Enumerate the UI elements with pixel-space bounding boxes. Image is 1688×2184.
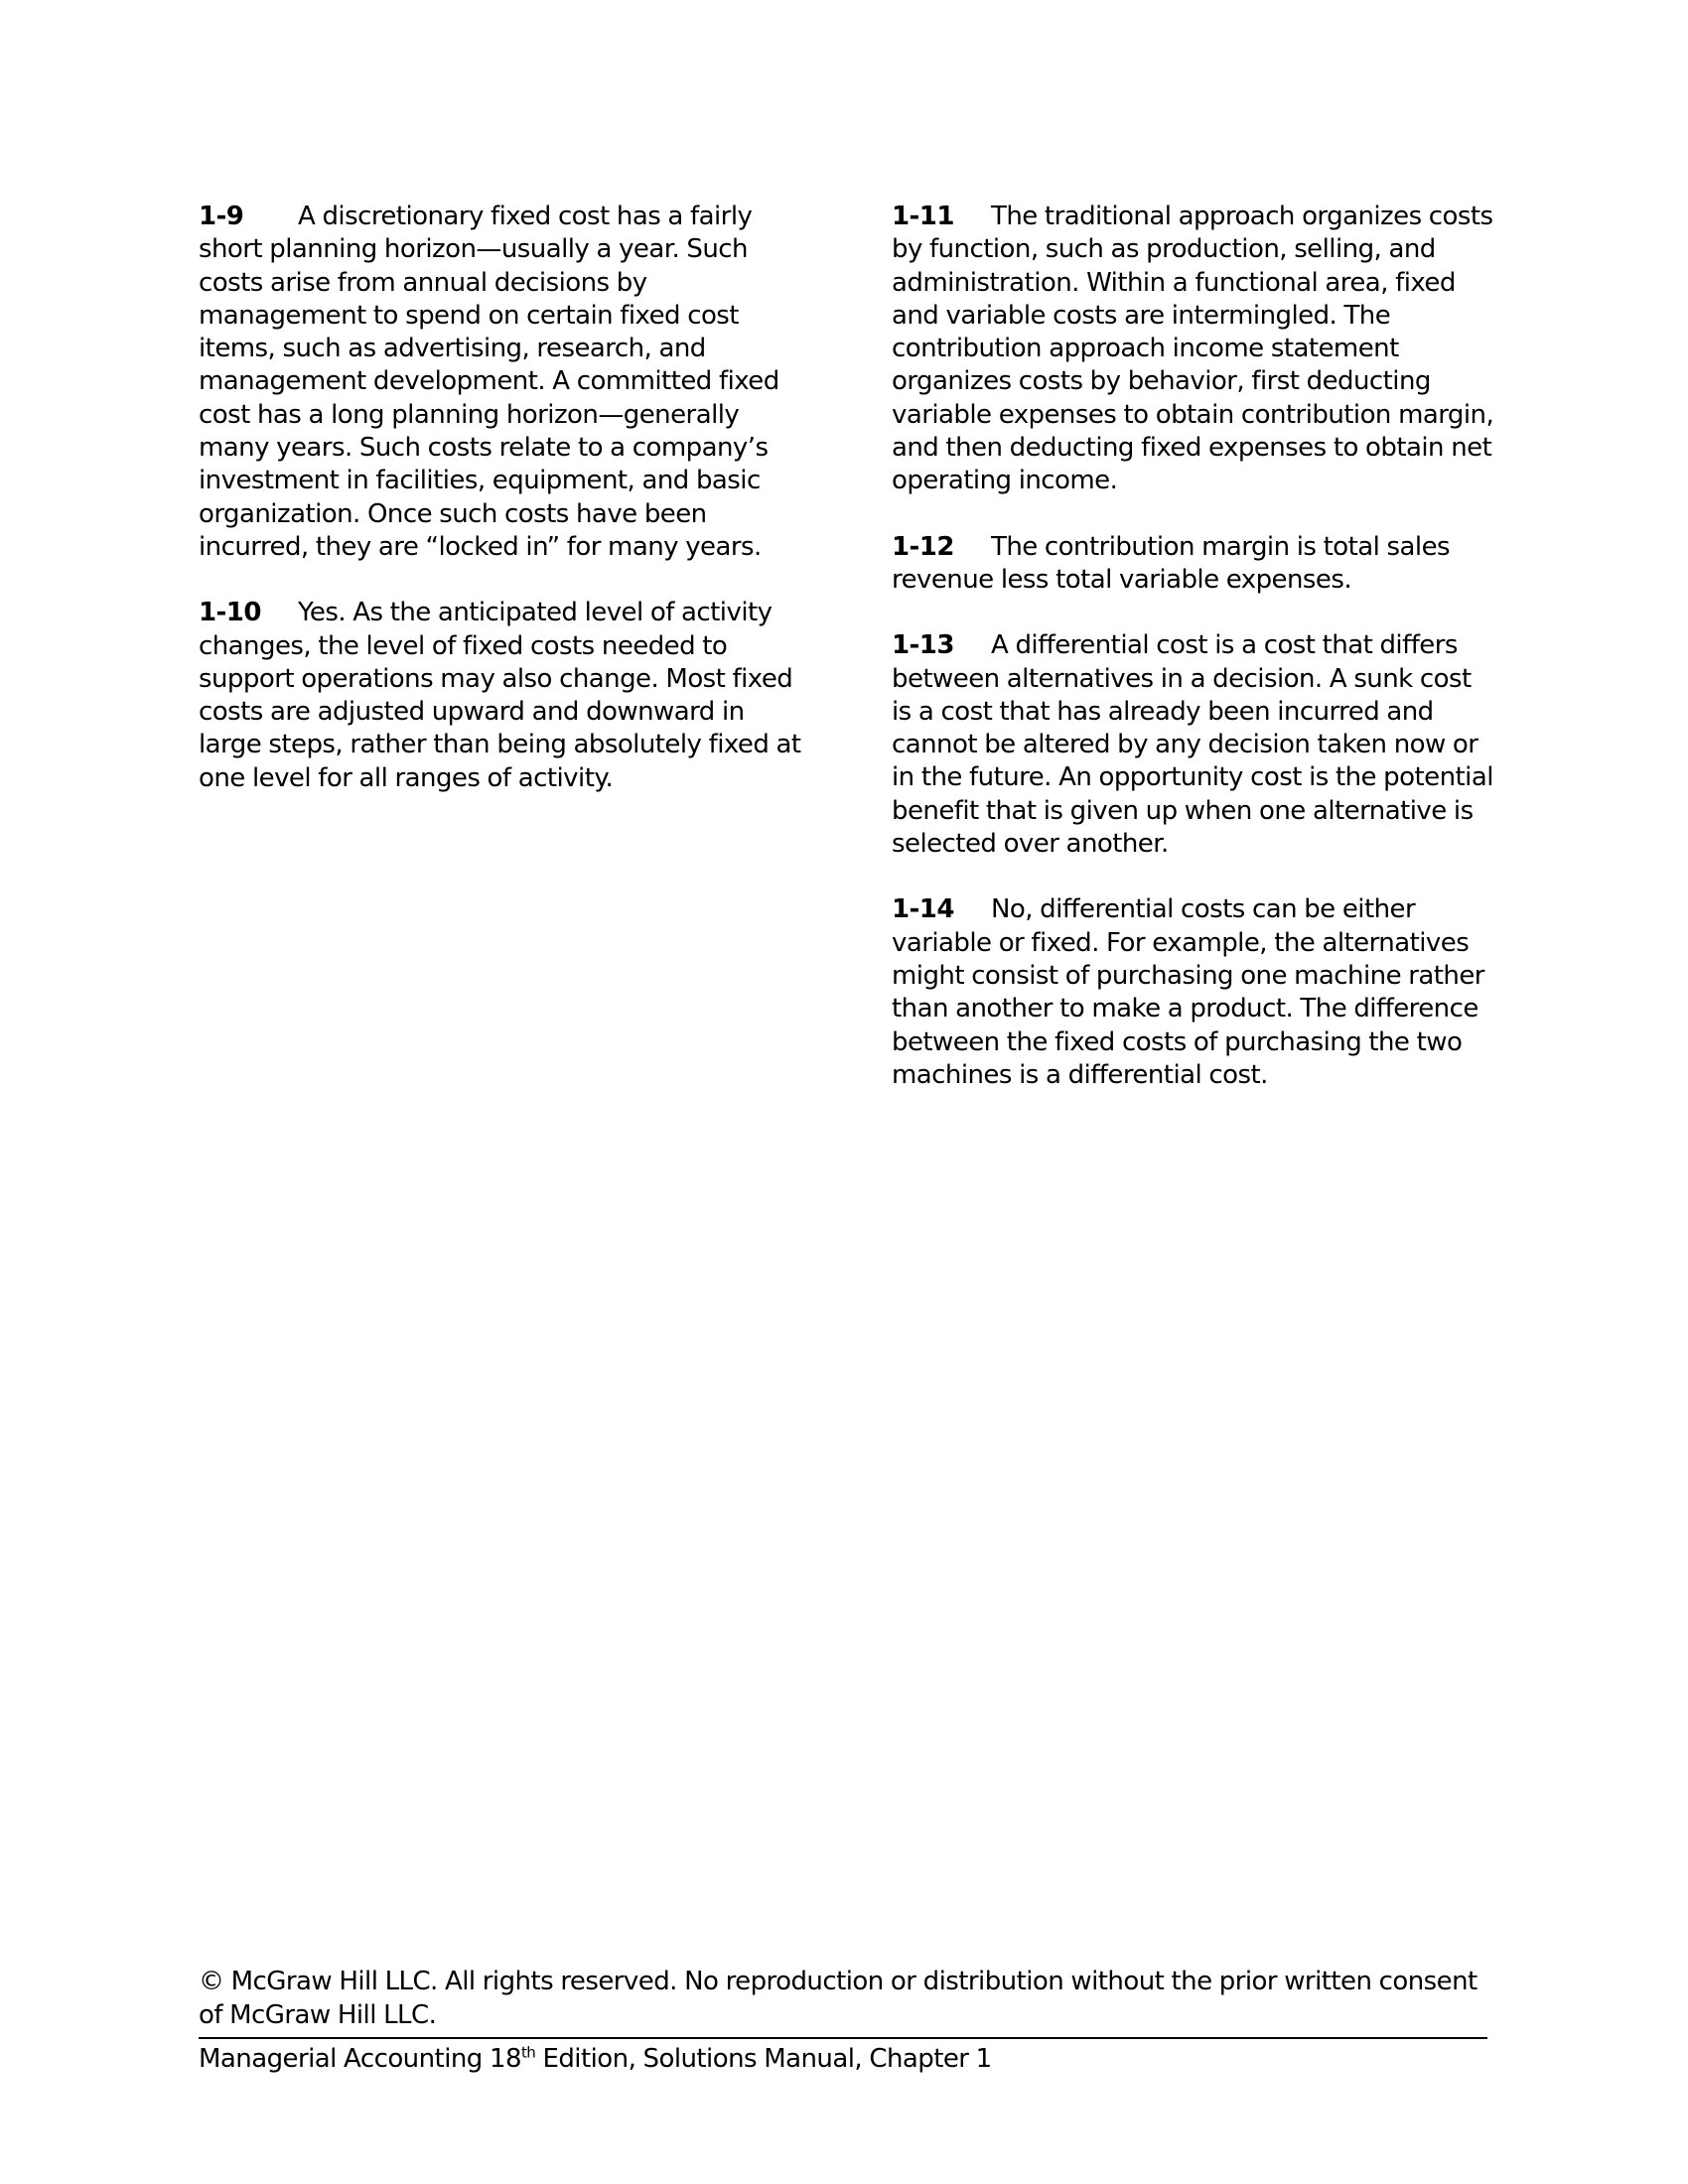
answer-text: A discretionary fixed cost has a fairly short planning horizon—usually a year. Such costs arise from annual decisions by management to spend on certain fixed cost items, such as advertising, research, and management development. A committed fixed cost has a long planning horizon—generally many years. Such costs relate to a company’s investment in facilities, equipment, and basic organization. Once such costs have been incurred, they are “locked in” for many years. <box>199 202 779 562</box>
book-title-prefix: Managerial Accounting 18 <box>199 2044 521 2074</box>
answer-text: A differential cost is a cost that differs between alternatives in a decision. A sunk cost is a cost that has already been incurred and cannot be altered by any decision taken now or in the future. An opportunity cost is the potential benefit that is given up when one alternative is selected over another. <box>892 630 1493 860</box>
question-number: 1-9 <box>199 202 244 231</box>
answer-1-13 <box>892 629 1497 861</box>
question-number: 1-11 <box>892 202 954 231</box>
book-title-footer <box>199 2043 992 2076</box>
answer-1-9 <box>199 201 804 564</box>
left-column <box>199 201 804 828</box>
answer-1-14 <box>892 893 1497 1092</box>
answer-text: Yes. As the anticipated level of activity changes, the level of fixed costs needed to support operations may also change. Most fixed costs are adjusted upward and downward in large steps, rather than being absolutely fixed at one level for all ranges of activity. <box>199 598 801 793</box>
answer-1-10 <box>199 597 804 795</box>
edition-ordinal-suffix: th <box>520 2043 536 2062</box>
question-number: 1-10 <box>199 598 261 628</box>
question-number: 1-14 <box>892 894 954 925</box>
copyright-notice: © McGraw Hill LLC. All rights reserved. No reproduction or distribution without the prior written consent of McGraw Hill LLC. <box>199 1967 1477 2030</box>
book-title-suffix: Edition, Solutions Manual, Chapter 1 <box>535 2044 992 2074</box>
answer-1-12 <box>892 531 1497 598</box>
footer-divider <box>199 2037 1487 2039</box>
right-column <box>892 201 1497 1125</box>
answer-text: No, differential costs can be either variable or fixed. For example, the alternatives might consist of purchasing one machine rather than another to make a product. The difference between the fixed costs of purchasing the two machines is a differential cost. <box>892 894 1484 1090</box>
answer-text: The traditional approach organizes costs by function, such as production, selling, and administration. Within a functional area, fixed and variable costs are intermingled. The contribution approach income statement organizes costs by behavior, first deducting variable expenses to obtain contribution margin, and then deducting fixed expenses to obtain net operating income. <box>892 202 1494 496</box>
answer-text: The contribution margin is total sales revenue less total variable expenses. <box>892 531 1451 595</box>
question-number: 1-12 <box>892 531 954 562</box>
answer-1-11 <box>892 201 1497 498</box>
question-number: 1-13 <box>892 630 954 661</box>
